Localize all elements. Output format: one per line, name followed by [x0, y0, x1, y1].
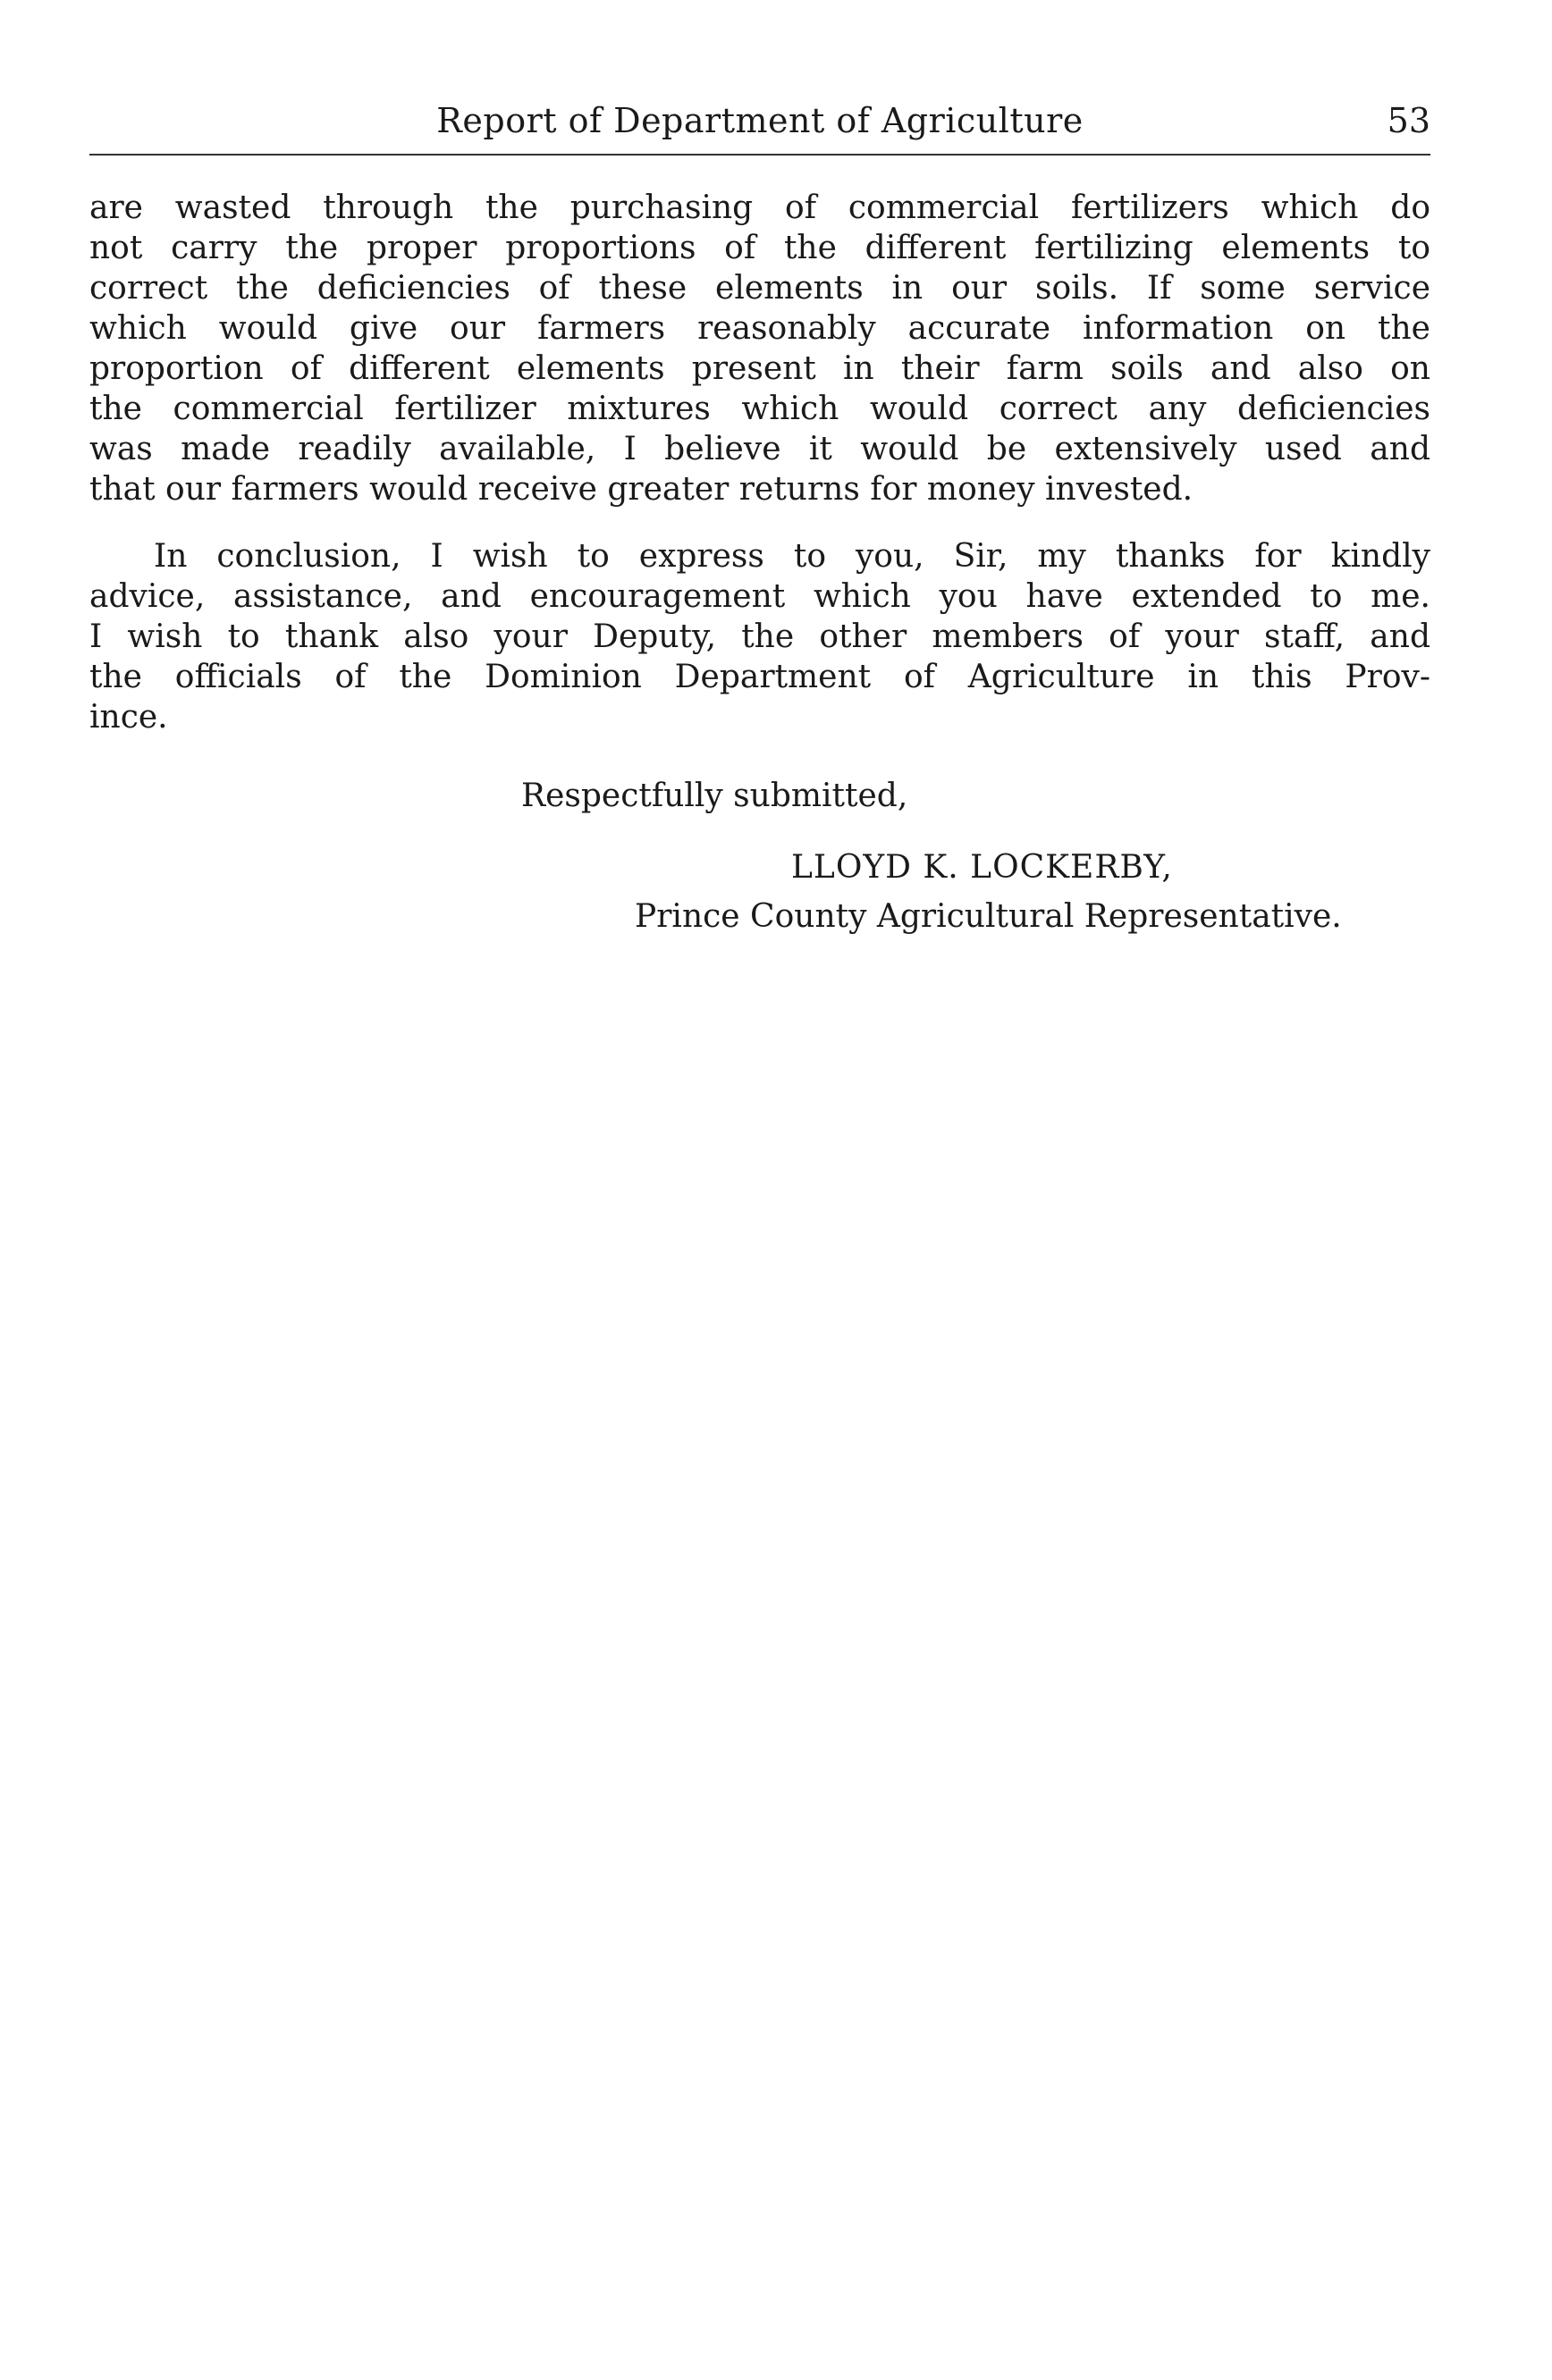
- paragraph-fertilizer: [89, 188, 1430, 509]
- closing-salutation: Respectfully submitted,: [521, 778, 908, 814]
- text-line: ince.: [89, 699, 168, 736]
- text-line: that our farmers would receive greater returns for money invested.: [89, 471, 1194, 508]
- text-line: the commercial fertilizer mixtures which would correct any deficiencies: [89, 391, 1430, 427]
- signer-title: Prince County Agricultural Representative.: [635, 898, 1342, 935]
- paragraph-conclusion: [89, 536, 1430, 737]
- signer-name: LLOYD K. LOCKERBY,: [791, 849, 1173, 886]
- text-line: correct the deficiencies of these elements in our soils. If some service: [89, 270, 1430, 307]
- text-line: which would give our farmers reasonably accurate information on the: [89, 310, 1430, 347]
- running-title: Report of Department of Agriculture: [436, 101, 1084, 140]
- text-line: proportion of different elements present in their farm soils and also on: [89, 350, 1430, 387]
- text-line: the officials of the Dominion Department of Agriculture in this Prov-: [89, 659, 1430, 695]
- text-line: I wish to thank also your Deputy, the other members of your staff, and: [89, 618, 1430, 655]
- running-head: [89, 98, 1430, 152]
- text-line: not carry the proper proportions of the different fertilizing elements to: [89, 230, 1430, 266]
- page-number: 53: [1387, 101, 1430, 140]
- text-line: advice, assistance, and encouragement which you have extended to me.: [89, 578, 1430, 615]
- text-line: In conclusion, I wish to express to you, Sir, my thanks for kindly: [154, 538, 1430, 575]
- text-line: are wasted through the purchasing of commercial fertilizers which do: [89, 189, 1430, 226]
- text-line: was made readily available, I believe it would be extensively used and: [89, 431, 1430, 467]
- header-rule: [89, 154, 1430, 156]
